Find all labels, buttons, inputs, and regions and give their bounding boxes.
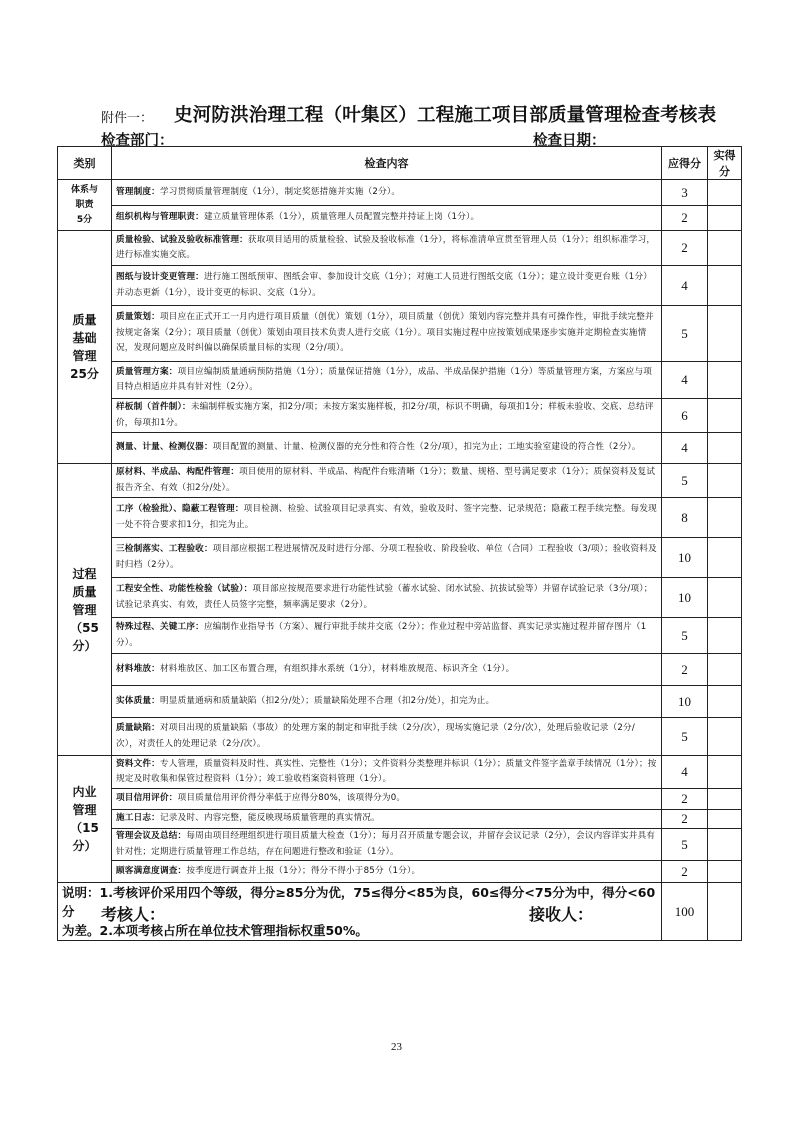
actual-score[interactable]: [708, 756, 742, 789]
item-text: 明显质量通病和质量缺陷（扣2分/处）；质量缺陷处理不合理（扣2分/处），扣完为止。: [159, 695, 495, 706]
category-text: 25分: [70, 367, 99, 381]
item-text: 项目质量信用评价得分率低于应得分80%，该项得分为0。: [177, 793, 406, 804]
due-score: 5: [662, 618, 708, 654]
actual-score[interactable]: [708, 618, 742, 654]
title-line: [101, 101, 751, 129]
category-cell: [58, 756, 112, 883]
col-actual: 实得分: [708, 147, 742, 180]
attachment-label: 附件一：: [101, 111, 154, 126]
category-text: 5分: [76, 214, 93, 225]
content-cell: [112, 686, 662, 718]
actual-score[interactable]: [708, 306, 742, 362]
actual-total[interactable]: [708, 883, 742, 941]
due-score: 8: [662, 498, 708, 538]
item-label: 原材料、半成品、构配件管理：: [116, 467, 240, 477]
due-score: 5: [662, 829, 708, 861]
item-text: 获取项目适用的质量检验、试验及验收标准（1分），将标准清单宣贯至管理人员（1分）；组织标准学习，进行标准实施交底。: [116, 234, 656, 260]
due-score: 2: [662, 861, 708, 883]
actual-score[interactable]: [708, 810, 742, 829]
content-cell: [112, 789, 662, 810]
item-label: 质量检验、试验及验收标准管理：: [116, 234, 248, 245]
col-category: 类别: [58, 147, 112, 180]
actual-score[interactable]: [708, 829, 742, 861]
content-cell: [112, 618, 662, 654]
actual-score[interactable]: [708, 861, 742, 883]
item-label: 工序（检验批）、隐蔽工程管理：: [116, 504, 244, 514]
actual-score[interactable]: [708, 686, 742, 718]
item-label: 施工日志：: [116, 813, 160, 824]
category-text: 管理: [72, 602, 97, 617]
note-line: 为差。2.本项考核占所在单位技术管理指标权重50%。: [62, 923, 368, 938]
content-cell: [112, 266, 662, 306]
category-cell: [58, 231, 112, 464]
category-text: 管理: [72, 803, 97, 817]
due-score: 2: [662, 789, 708, 810]
item-label: 顾客满意度调查：: [116, 865, 187, 876]
actual-score[interactable]: [708, 399, 742, 433]
category-cell: [58, 464, 112, 756]
content-cell: [112, 718, 662, 756]
page-title: 史河防洪治理工程（叶集区）工程施工项目部质量管理检查考核表: [174, 105, 717, 126]
due-score: 10: [662, 538, 708, 578]
table-row: [58, 654, 742, 686]
actual-score[interactable]: [708, 654, 742, 686]
content-cell: [112, 810, 662, 829]
table-row: [58, 861, 742, 883]
table-row: [58, 686, 742, 718]
content-cell: [112, 578, 662, 618]
content-cell: [112, 231, 662, 266]
content-cell: [112, 306, 662, 362]
item-label: 样板制（首件制）：: [116, 402, 191, 412]
actual-score[interactable]: [708, 718, 742, 756]
item-text: 项目部应根据工程进展情况及时进行分部、分项工程验收、阶段验收、单位（合同）工程验收（3/项）；验收资料及时归档（2分）。: [116, 544, 657, 570]
item-text: 建立质量管理体系（1分），质量管理人员配置完整并持证上岗（1分）。: [203, 212, 480, 223]
actual-score[interactable]: [708, 206, 742, 231]
category-text: （55: [70, 620, 99, 635]
item-text: 项目使用的原材料、半成品、构配件台账清晰（1分）；数量、规格、型号满足要求（1分）；质保资料及复试报告齐全、有效（扣2分/处）。: [116, 467, 656, 493]
item-text: 项目配置的测量、计量、检测仪器的充分性和符合性（2分/项），扣完为止；工地实验室建设的符合性（2分）。: [212, 442, 641, 453]
note-line: 说明：1.考核评价采用四个等级，得分≥85分为优，75≤得分<85为良，60≤得分<75分为中，得分<60分: [62, 885, 656, 919]
content-cell: [112, 829, 662, 861]
due-score: 4: [662, 362, 708, 399]
category-text: 管理: [72, 349, 97, 363]
table-row: [58, 180, 742, 206]
table-row: [58, 433, 742, 464]
table-row: [58, 618, 742, 654]
due-score: 2: [662, 654, 708, 686]
content-cell: [112, 206, 662, 231]
table-row: [58, 464, 742, 498]
table-row: [58, 266, 742, 306]
item-label: 特殊过程、关键工序：: [116, 622, 204, 632]
due-score: 10: [662, 578, 708, 618]
item-text: 应编制作业指导书（方案）、履行审批手续并交底（2分）；作业过程中旁站监督、真实记录实施过程并留存图片（1分）。: [116, 622, 647, 648]
category-text: 分）: [72, 638, 97, 653]
actual-score[interactable]: [708, 433, 742, 464]
item-text: 材料堆放区、加工区布置合理，有组织排水系统（1分），材料堆放规范、标识齐全（1分）。: [159, 663, 515, 674]
item-label: 组织机构与管理职责：: [116, 212, 204, 223]
content-cell: [112, 498, 662, 538]
content-cell: [112, 433, 662, 464]
category-text: 体系与: [70, 184, 98, 195]
item-label: 质量管理方案：: [116, 366, 178, 377]
content-cell: [112, 399, 662, 433]
actual-score[interactable]: [708, 789, 742, 810]
assessment-table: [57, 146, 742, 941]
table-row: [58, 578, 742, 618]
content-cell: [112, 464, 662, 498]
category-text: 职责: [75, 199, 94, 210]
content-cell: [112, 861, 662, 883]
item-text: 按季度进行调查并上报（1分）；得分不得小于85分（1分）。: [186, 865, 421, 876]
due-score: 2: [662, 231, 708, 266]
item-label: 项目信用评价：: [116, 793, 178, 804]
item-label: 资料文件：: [116, 758, 160, 769]
table-row: [58, 231, 742, 266]
content-cell: [112, 180, 662, 206]
content-cell: [112, 538, 662, 578]
item-text: 学习贯彻质量管理制度（1分），制定奖惩措施并实施（2分）。: [159, 186, 401, 197]
table-row: [58, 718, 742, 756]
actual-score[interactable]: [708, 498, 742, 538]
page-number: 23: [391, 1041, 402, 1053]
col-due: 应得分: [662, 147, 708, 180]
table-row: [58, 810, 742, 829]
actual-score[interactable]: [708, 180, 742, 206]
due-score: 6: [662, 399, 708, 433]
date-label: 检查日期：: [533, 133, 606, 149]
item-label: 管理会议及总结：: [116, 831, 187, 841]
table-row: [58, 829, 742, 861]
total-score: 100: [662, 883, 708, 941]
item-label: 图纸与设计变更管理：: [116, 272, 204, 282]
item-label: 实体质量：: [116, 695, 160, 706]
due-score: 5: [662, 464, 708, 498]
dept-label: 检查部门：: [101, 133, 174, 149]
item-text: 项目检测、检验、试验项目记录真实、有效，验收及时、签字完整、记录规范；隐蔽工程手续完整。每发现一处不符合要求扣1分，扣完为止。: [116, 504, 657, 530]
actual-score[interactable]: [708, 266, 742, 306]
item-text: 项目应编制质量通病预防措施（1分）；质量保证措施（1分），成品、半成品保护措施（1分）等质量管理方案，方案应与项目特点相适应并具有针对性（2分）。: [116, 366, 653, 392]
item-label: 三检制落实、工程验收：: [116, 544, 213, 554]
item-text: 项目应在正式开工一月内进行项目质量（创优）策划（1分），项目质量（创优）策划内容完整并具有可操作性，审批手续完整并按规定备案（2分）；项目质量（创优）策划由项目技术负责人进行交底（1分）。项目实施过程中应按策划成果逐步实施并定期检查实施情况，发现问题应及时纠偏以确保质量目标的实现（2分/项）。: [116, 312, 654, 354]
category-text: 分）: [72, 839, 97, 853]
category-text: 过程: [72, 566, 97, 581]
content-cell: [112, 654, 662, 686]
actual-score[interactable]: [708, 464, 742, 498]
actual-score[interactable]: [708, 538, 742, 578]
table-row: [58, 362, 742, 399]
due-score: 5: [662, 306, 708, 362]
item-text: 对项目出现的质量缺陷（事故）的处理方案的制定和审批手续（2分/次），现场实施记录（2分/次），处理后验收记录（2分/次），对责任人的处理记录（2分/次）。: [116, 723, 635, 749]
item-label: 质量缺陷：: [116, 723, 160, 733]
table-row: [58, 306, 742, 362]
due-score: 4: [662, 433, 708, 464]
table-row: [58, 498, 742, 538]
due-score: 5: [662, 718, 708, 756]
due-score: 4: [662, 266, 708, 306]
receiver-label: 接收人：: [529, 905, 594, 924]
item-text: 进行施工图纸预审、图纸会审、参加设计交底（1分）；对施工人员进行图纸交底（1分）；建立设计变更台账（1分）并动态更新（1分），设计变更的标识、交底（1分）。: [116, 272, 653, 298]
item-text: 未编制样板实施方案，扣2分/项；未按方案实施样板，扣2分/项，标识不明确，每项扣1分；样板未验收、交底、总结评价，每项扣1分。: [116, 402, 654, 428]
assessor-label: 考核人：: [101, 905, 166, 924]
actual-score[interactable]: [708, 362, 742, 399]
category-text: 内业: [72, 785, 97, 799]
item-text: 项目部应按规范要求进行功能性试验（蓄水试验、闭水试验、抗拔试验等）并留存试验记录（3分/项）；试验记录真实、有效，责任人员签字完整，频率满足要求（2分）。: [116, 584, 653, 610]
category-text: 质量: [72, 313, 97, 327]
due-score: 4: [662, 756, 708, 789]
item-label: 质量策划：: [116, 312, 160, 323]
due-score: 3: [662, 180, 708, 206]
due-score: 10: [662, 686, 708, 718]
item-label: 测量、计量、检测仪器：: [116, 442, 213, 453]
actual-score[interactable]: [708, 231, 742, 266]
table-header: [58, 147, 742, 180]
table-row: [58, 756, 742, 789]
content-cell: [112, 756, 662, 789]
actual-score[interactable]: [708, 578, 742, 618]
due-score: 2: [662, 206, 708, 231]
category-cell: [58, 180, 112, 231]
item-label: 材料堆放：: [116, 663, 160, 674]
col-content: 检查内容: [112, 147, 662, 180]
category-text: （15: [70, 821, 99, 835]
table-row: [58, 206, 742, 231]
content-cell: [112, 362, 662, 399]
item-label: 管理制度：: [116, 186, 160, 197]
table-row: [58, 399, 742, 433]
category-text: 质量: [72, 584, 97, 599]
item-label: 工程安全性、功能性检验（试验）：: [116, 584, 253, 594]
table-row: [58, 789, 742, 810]
item-text: 每周由项目经理组织进行项目质量大检查（1分）；每月召开质量专题会议，并留存会议记录（2分），会议内容详实并具有针对性；定期进行质量管理工作总结，存在问题进行整改和验证（1分）。: [116, 831, 656, 857]
due-score: 2: [662, 810, 708, 829]
item-text: 专人管理，质量资料及时性、真实性、完整性（1分）；文件资料分类整理并标识（1分）；质量文件签字盖章手续情况（1分）；按规定及时收集和保管过程资料（1分）；竣工验收档案资料管理（1分）。: [116, 758, 657, 784]
item-text: 记录及时、内容完整，能反映现场质量管理的真实情况。: [159, 813, 380, 824]
table-row: [58, 538, 742, 578]
category-text: 基础: [72, 331, 97, 345]
